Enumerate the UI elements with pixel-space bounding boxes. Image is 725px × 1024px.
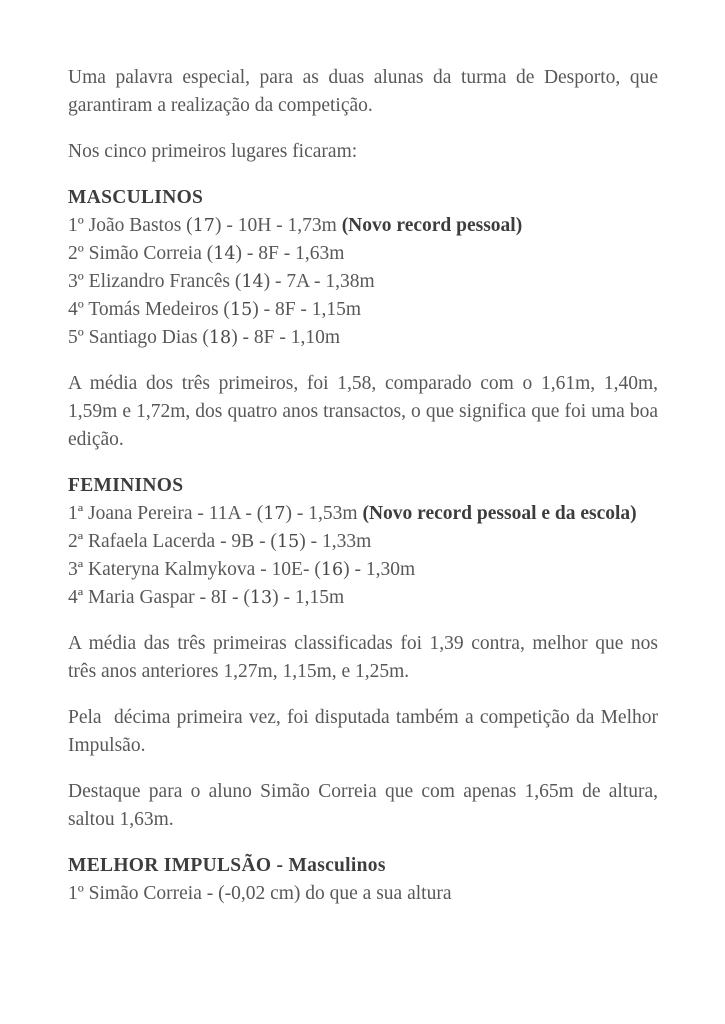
rank-text: 1ª Joana Pereira - 11A - ( (68, 503, 264, 524)
rank-age: 16 (320, 560, 344, 580)
top5-intro-paragraph: Nos cinco primeiros lugares ficaram: (68, 141, 358, 162)
rank-text: ) - 1,30m (343, 559, 416, 580)
rank-age: 15 (276, 532, 300, 552)
rank-text: 2º Simão Correia ( (68, 243, 214, 264)
rank-text: ) - 10H - 1,73m (214, 215, 342, 236)
femininos-section (68, 472, 658, 612)
intro-paragraph: Uma palavra especial, para as duas alunas da turma de Desporto, que garantiram a realização da competição. (68, 67, 658, 116)
rank-age: 17 (192, 216, 215, 236)
rank-text: ) - 1,33m (299, 531, 372, 552)
rank-text: 3º Elizandro Francês ( (68, 271, 242, 292)
masculinos-summary-paragraph: A média dos três primeiros, foi 1,58, comparado com o 1,61m, 1,40m, 1,59m e 1,72m, dos quatro anos transactos, o que significa que foi uma boa edição. (68, 373, 658, 450)
rank-text: ) - 1,15m (272, 587, 345, 608)
rank-text: 4º Tomás Medeiros ( (68, 299, 230, 320)
rank-text: ) - 7A - 1,38m (263, 271, 375, 292)
femininos-rank-4 (68, 584, 658, 612)
rank-age: 18 (208, 328, 232, 348)
rank-age: 17 (263, 504, 286, 524)
melhor-impulsao-result: 1º Simão Correia - (-0,02 cm) do que a sua altura (68, 883, 452, 904)
masculinos-rank-1 (68, 212, 658, 240)
rank-text: ) - 8F - 1,15m (252, 299, 362, 320)
femininos-heading: FEMININOS (68, 475, 184, 496)
rank-text: 4ª Maria Gaspar - 8I - ( (68, 587, 250, 608)
melhor-impulsao-heading: MELHOR IMPULSÃO - Masculinos (68, 855, 386, 876)
masculinos-rank-4 (68, 296, 658, 324)
rank-text: ) - 1,53m (285, 503, 363, 524)
masculinos-rank-2 (68, 240, 658, 268)
melhor-impulsao-section (68, 852, 658, 908)
femininos-rank-2 (68, 528, 658, 556)
destaque-paragraph: Destaque para o aluno Simão Correia que com apenas 1,65m de altura, saltou 1,63m. (68, 781, 658, 830)
rank-highlight: (Novo record pessoal e da escola) (362, 503, 637, 524)
rank-text: 3ª Kateryna Kalmykova - 10E- ( (68, 559, 321, 580)
masculinos-section (68, 184, 658, 352)
rank-age: 13 (249, 588, 273, 608)
femininos-summary-paragraph: A média das três primeiras classificadas foi 1,39 contra, melhor que nos três anos anteriores 1,27m, 1,15m, e 1,25m. (68, 633, 658, 682)
rank-highlight: (Novo record pessoal) (341, 215, 523, 236)
rank-age: 15 (229, 300, 253, 320)
masculinos-heading: MASCULINOS (68, 187, 204, 208)
rank-text: ) - 8F - 1,10m (231, 327, 341, 348)
rank-age: 14 (241, 272, 264, 292)
rank-text: 1º João Bastos ( (68, 215, 193, 236)
masculinos-rank-5 (68, 324, 658, 352)
femininos-rank-3 (68, 556, 658, 584)
impulsao-intro-paragraph: Pela décima primeira vez, foi disputada também a competição da Melhor Impulsão. (68, 707, 658, 756)
masculinos-rank-3 (68, 268, 658, 296)
rank-text: ) - 8F - 1,63m (235, 243, 345, 264)
rank-age: 14 (213, 244, 236, 264)
rank-text: 5º Santiago Dias ( (68, 327, 209, 348)
rank-text: 2ª Rafaela Lacerda - 9B - ( (68, 531, 277, 552)
femininos-rank-1 (68, 500, 658, 528)
